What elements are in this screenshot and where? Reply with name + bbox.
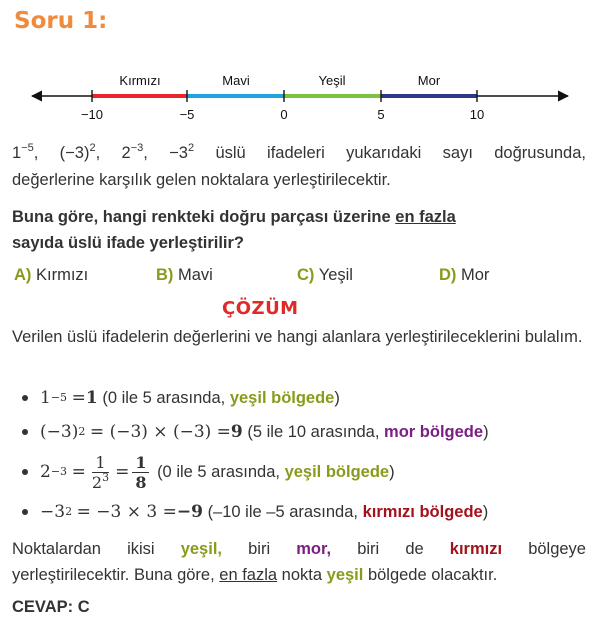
question-title: Soru 1: bbox=[14, 8, 108, 34]
tick-label: 5 bbox=[377, 107, 385, 122]
emphasis-en-fazla: en fazla bbox=[395, 208, 456, 226]
segment-label-red: Kırmızı bbox=[119, 73, 161, 88]
option-b[interactable]: B) Mavi bbox=[156, 266, 213, 284]
solution-item-4: −3 2 = −3 × 3 = −9 (–10 ile –5 arasında, kırmızı bölgede ) bbox=[22, 502, 488, 522]
option-d[interactable]: D) Mor bbox=[439, 266, 490, 284]
bullet-icon bbox=[22, 429, 28, 435]
solution-item-3: 2 −3 = $\frac{1}{2^3}$ = $\frac{1}{8}$ (0 ile 5 arasında, yeşil bölgede ) bbox=[22, 448, 395, 496]
bullet-icon bbox=[22, 395, 28, 401]
expr-3: $2^{-3}$, bbox=[121, 142, 148, 162]
solution-item-2: (−3) 2 = (−3) × (−3) = 9 (5 ile 10 arasında, mor bölgede ) bbox=[22, 422, 489, 442]
number-line bbox=[0, 66, 600, 126]
summary-line2: yerleştirilecektir. Buna göre, en fazla nokta yeşil bölgede olacaktır. bbox=[12, 566, 498, 584]
bullet-icon bbox=[22, 469, 28, 475]
solution-heading: ÇÖZÜM bbox=[222, 298, 299, 319]
question-text-line1 bbox=[12, 140, 586, 166]
option-a[interactable]: A) Kırmızı bbox=[14, 266, 89, 284]
tick-label: 10 bbox=[469, 107, 485, 122]
expr-2: $(-3)^2$, bbox=[59, 142, 101, 162]
segment-label-blue: Mavi bbox=[222, 73, 250, 88]
summary-line1: Noktalardan ikisi yeşil, biri mor, biri de kırmızı bölgeye bbox=[12, 540, 586, 558]
option-c[interactable]: C) Yeşil bbox=[297, 266, 353, 284]
segment-label-purple: Mor bbox=[417, 73, 441, 88]
tick-label: −5 bbox=[179, 107, 195, 122]
fraction: $\frac{1}{2^3}$ bbox=[91, 452, 110, 492]
answer-label: CEVAP: C bbox=[12, 598, 90, 616]
question-prompt: Buna göre, hangi renkteki doğru parçası üzerine en fazla sayıda üslü ifade yerleştirilir? bbox=[12, 208, 456, 252]
fraction-result: $\frac{1}{8}$ bbox=[132, 453, 149, 492]
solution-item-1: 1 −5 = 1 (0 ile 5 arasında, yeşil bölgede ) bbox=[22, 388, 340, 408]
tick-label: −10 bbox=[80, 107, 104, 122]
question-text-rest: üslü ifadeleri yukarıdaki sayı doğrusunda, bbox=[215, 144, 586, 162]
expr-1: $1^{-5}$, bbox=[12, 142, 39, 162]
solution-intro: Verilen üslü ifadelerin değerlerini ve hangi alanlara yerleştirileceklerini bulalım. bbox=[12, 328, 583, 346]
question-text-line2: değerlerine karşılık gelen noktalara yerleştirilecektir. bbox=[12, 171, 391, 189]
segment-label-green: Yeşil bbox=[318, 73, 346, 88]
expr-4: $-3^2$ bbox=[169, 142, 195, 162]
tick-label: 0 bbox=[280, 107, 288, 122]
bullet-icon bbox=[22, 509, 28, 515]
